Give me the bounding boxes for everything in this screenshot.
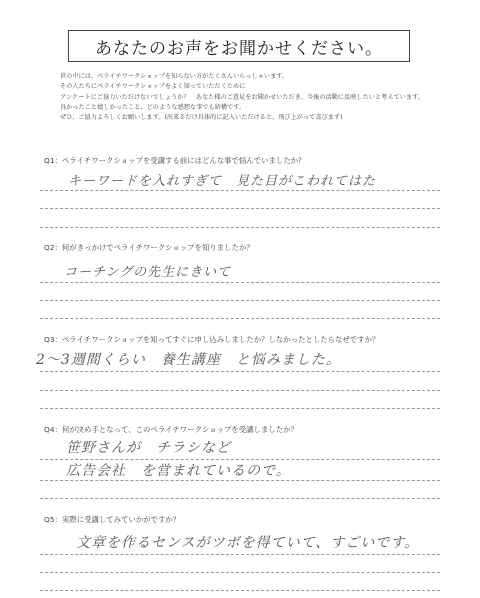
form-title: あなたのお声をお聞かせください。 (68, 30, 410, 62)
question-3: Q3：ペライチワークショップを知ってすぐに申し込みしましたか？しなかったとしたらなぜですか？ (44, 335, 380, 344)
answer-rule (40, 590, 440, 591)
answer-rule (40, 318, 440, 319)
intro-line: 良かったこと嬉しかったこと、どのような感想な事でも結構です。 (60, 103, 246, 111)
answer-rule (40, 208, 440, 209)
answer-3-line: 2〜3週間くらい 養生講座 と悩みました。 (36, 352, 341, 368)
answer-rule (40, 390, 440, 391)
question-4: Q4：何が決め手となって、このペライチワークショップを受講しましたか？ (44, 425, 298, 434)
intro-line: 世の中には、ペライチワークショップを知らない方がたくさんいらっしゃいます。 (60, 73, 289, 80)
answer-rule (40, 554, 440, 555)
answer-5-line: 文章を作るセンスがツボを得ていて、すごいです。 (76, 535, 420, 551)
intro-text (60, 72, 460, 123)
answer-rule (40, 408, 440, 409)
answer-rule (40, 480, 440, 481)
answer-rule (40, 300, 440, 301)
answer-rule (40, 498, 440, 499)
answer-2-line: コーチングの先生にきいて (64, 265, 232, 280)
answer-rule (40, 371, 440, 372)
answer-4-line: 広告会社 を営まれているので。 (66, 463, 291, 479)
answer-4-line: 笹野さんが チラシなど (66, 440, 231, 456)
intro-line: その人たちにペライチワークショップをよく知っていただくために (60, 83, 246, 91)
answer-1-line: キーワードを入れすぎて 見た目がこわれてはた (68, 174, 377, 189)
question-5: Q5：実際に受講してみていかがですか？ (44, 515, 181, 524)
question-1: Q1：ペライチワークショップを受講する前にはどんな事で悩んでいましたか？ (44, 156, 306, 165)
answer-rule (40, 190, 440, 191)
answer-rule (40, 282, 440, 283)
answer-rule (40, 227, 440, 228)
answer-rule (40, 572, 440, 573)
intro-line: アンケートにご協力いただけないでしょうか？ あなた様のご意見をお聞かせいただき、今後の活動に反映したいと考えています。 (60, 93, 424, 101)
intro-line: ぜひ、ご協力よろしくお願いします。(出来るだけ具体的に記入いただけると、飛び上がって喜びます) (60, 114, 343, 122)
question-2: Q2：何がきっかけでペライチワークショップを知りましたか？ (44, 243, 254, 252)
